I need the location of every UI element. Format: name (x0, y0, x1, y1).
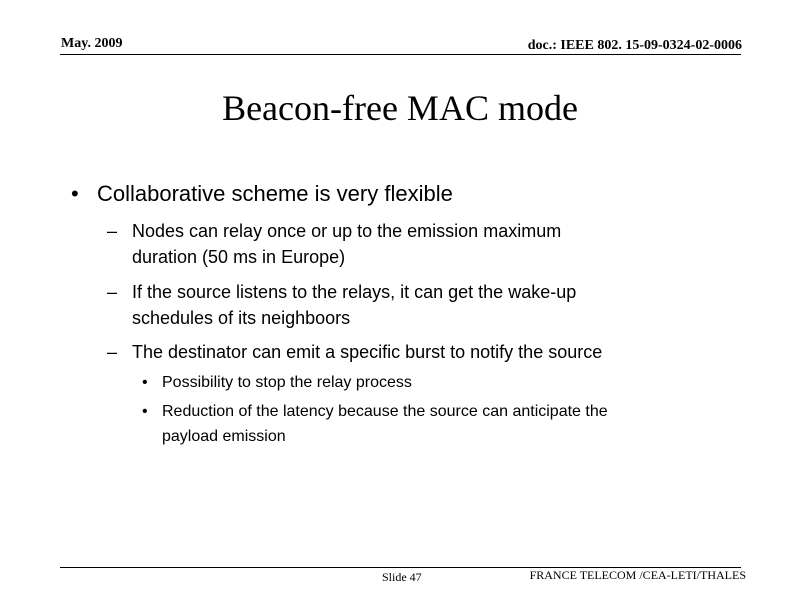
round-bullet-icon: • (142, 403, 148, 420)
bullet-level2 (107, 218, 562, 270)
header-doc-id: doc.: IEEE 802. 15-09-0324-02-0006 (527, 38, 742, 53)
footer-slide-number: Slide 47 (382, 570, 422, 584)
bullet-level2 (107, 279, 577, 331)
bullet-text-line: duration (50 ms in Europe) (132, 247, 346, 267)
dash-bullet-icon: – (107, 282, 118, 302)
header-rule (60, 54, 741, 55)
bullet-text-line: schedules of its neighboors (132, 308, 351, 328)
bullet-text-line: Nodes can relay once or up to the emission maximum (132, 221, 562, 241)
bullet-text: Collaborative scheme is very flexible (97, 181, 453, 206)
footer-organization: FRANCE TELECOM /CEA-LETI/THALES (529, 568, 746, 582)
bullet-level1 (71, 180, 453, 207)
bullet-level2 (107, 339, 603, 365)
round-bullet-icon: • (142, 374, 148, 391)
dash-bullet-icon: – (107, 342, 118, 362)
bullet-text-line: Reduction of the latency because the source can anticipate the (162, 403, 608, 420)
bullet-text-line: Possibility to stop the relay process (162, 374, 412, 391)
bullet-text-line: If the source listens to the relays, it can get the wake-up (132, 282, 577, 302)
bullet-level3 (142, 399, 608, 449)
bullet-text-line: payload emission (162, 428, 286, 445)
slide-title: Beacon-free MAC mode (222, 88, 578, 128)
bullet-text-line: The destinator can emit a specific burst to notify the source (132, 342, 603, 362)
header-date: May. 2009 (61, 36, 123, 51)
bullet-level3 (142, 370, 412, 395)
round-bullet-icon: • (71, 181, 79, 206)
dash-bullet-icon: – (107, 221, 118, 241)
